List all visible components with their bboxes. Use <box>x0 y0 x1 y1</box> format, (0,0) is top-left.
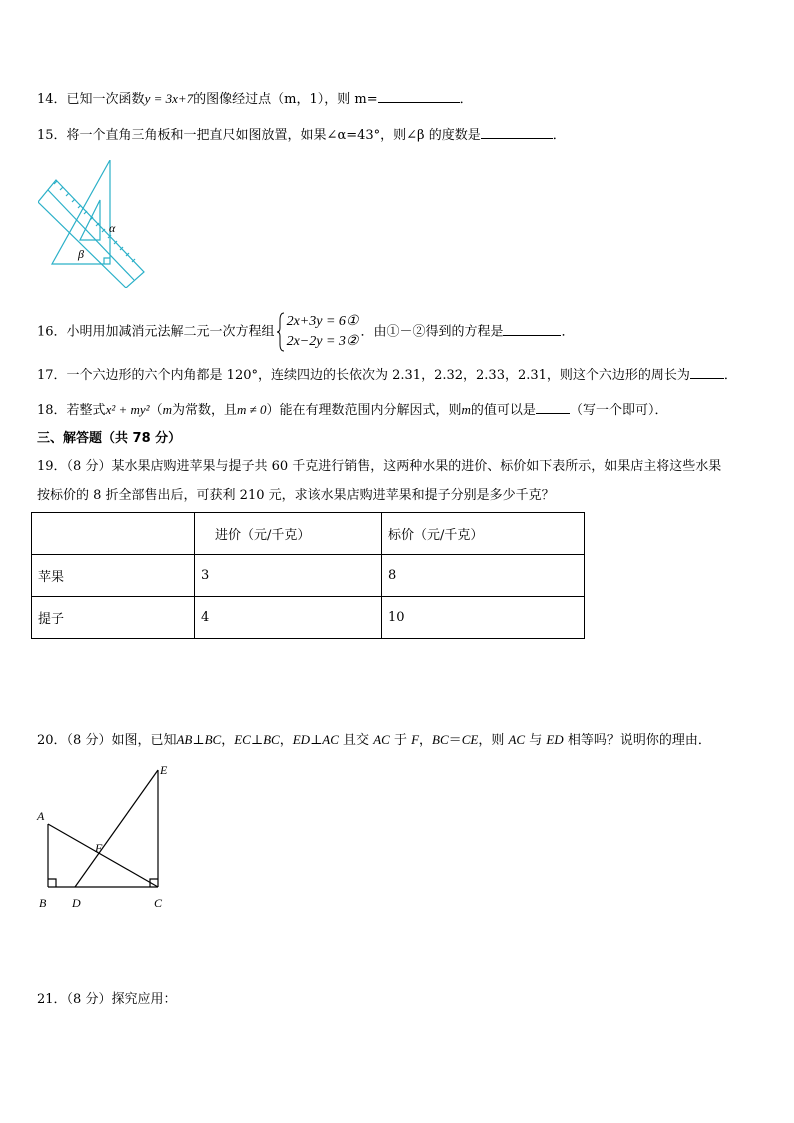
table-header-cell: 进价（元/千克） <box>195 513 382 555</box>
q18-text-b: （ <box>149 403 163 418</box>
q20-seg: AC <box>508 732 526 747</box>
q20-symbol: ⊥ <box>250 733 264 748</box>
table-cell: 提子 <box>32 597 195 639</box>
q16-text-a: 小明用加减消元法解二元一次方程组 <box>66 324 275 340</box>
question-18 <box>37 399 667 420</box>
q18-text-d: ）能在有理数范围内分解因式，则 <box>266 403 462 418</box>
q15-answer-blank[interactable] <box>481 124 553 139</box>
q20-text: 与 <box>525 733 547 748</box>
q17-number: 17． <box>37 368 67 383</box>
q18-text-a: 若整式 <box>66 403 106 418</box>
table-header-cell: 标价（元/千克） <box>382 513 585 555</box>
q20-lead: 20．（8 分）如图，已知 <box>37 733 177 748</box>
segment-ac <box>48 824 158 887</box>
q20-tail: 相等吗？说明你的理由． <box>563 733 711 748</box>
q15-end: ． <box>552 128 566 143</box>
geometry-figure <box>30 760 180 915</box>
q14-formula: y = 3x+7 <box>144 91 194 106</box>
q14-text-a: 已知一次函数 <box>66 92 145 107</box>
equation-2: 2x−2y = 3② <box>286 334 359 349</box>
ruler-scale-line <box>48 190 134 280</box>
q14-number: 14． <box>37 92 67 107</box>
q18-text-f: （写一个即可）． <box>569 403 668 418</box>
q20-seg: ED <box>292 732 311 747</box>
q20-sep: ， <box>221 733 235 748</box>
q14-text-b: 的图像经过点（m，1），则 m= <box>193 92 378 107</box>
q16-number: 16． <box>37 324 67 340</box>
point-b-label: B <box>39 896 47 910</box>
q20-seg: CE <box>461 732 479 747</box>
q18-answer-blank[interactable] <box>536 399 570 414</box>
question-15 <box>37 124 566 145</box>
ruler-triangle-figure <box>38 160 146 288</box>
q20-sep: ， <box>419 733 433 748</box>
table-header-cell <box>32 513 195 555</box>
price-table <box>31 512 585 639</box>
q20-symbol: ⊥ <box>192 733 205 748</box>
q18-text-e: 的值可以是 <box>470 403 536 418</box>
question-17 <box>37 364 737 385</box>
q20-seg: ED <box>546 732 564 747</box>
q20-seg: BC <box>204 732 222 747</box>
q20-seg: AC <box>322 732 339 747</box>
point-a-label: A <box>37 809 45 823</box>
q16-answer-blank[interactable] <box>503 321 561 336</box>
table-header-row <box>32 513 585 555</box>
beta-label: β <box>78 247 84 261</box>
table-cell: 10 <box>382 597 585 639</box>
table-row <box>32 597 585 639</box>
question-14 <box>37 88 473 109</box>
section-3-heading: 三、解答题（共 78 分） <box>37 431 182 446</box>
q20-text: 且交 <box>338 733 374 748</box>
q20-sep: ， <box>279 733 293 748</box>
segment-de <box>75 770 158 887</box>
brace-icon <box>277 312 285 352</box>
q20-seg: BC <box>432 732 449 747</box>
q16-text-b: ．由①－②得到的方程是 <box>360 324 504 340</box>
table-cell: 苹果 <box>32 555 195 597</box>
q20-text: ，则 <box>478 733 509 748</box>
q18-formula: x² + my² <box>105 402 150 417</box>
alpha-label: α <box>109 221 116 235</box>
q17-text: 一个六边形的六个内角都是 120°，连续四边的长依次为 2.31，2.32，2.33，2.31，则这个六边形的周长为 <box>66 368 690 383</box>
q18-m1: m <box>162 402 172 417</box>
q19-line-1: 19．（8 分）某水果店购进苹果与提子共 60 千克进行销售，这两种水果的进价、标价如下表所示，如果店主将这些水果 <box>37 459 722 474</box>
question-16 <box>37 312 574 352</box>
question-21: 21．（8 分）探究应用： <box>37 992 177 1007</box>
q18-m2: m <box>461 402 471 417</box>
triangle-right-angle-mark <box>104 258 110 264</box>
q20-point: F <box>411 732 420 747</box>
equation-system <box>277 312 359 352</box>
q20-symbol: ⊥ <box>310 733 323 748</box>
q17-end: ． <box>723 368 737 383</box>
point-e-label: E <box>160 763 168 777</box>
point-d-label: D <box>72 896 81 910</box>
q20-symbol: ＝ <box>448 733 462 748</box>
q20-seg: AB <box>176 732 193 747</box>
table-row <box>32 555 585 597</box>
q14-answer-blank[interactable] <box>378 88 460 103</box>
q15-text: 将一个直角三角板和一把直尺如图放置，如果∠α=43°，则∠β 的度数是 <box>66 128 481 143</box>
right-angle-mark-b <box>48 879 56 887</box>
q16-end: ． <box>561 324 575 340</box>
q20-seg: BC <box>263 732 280 747</box>
q18-text-c: 为常数，且 <box>171 403 237 418</box>
q15-number: 15． <box>37 128 67 143</box>
point-c-label: C <box>154 896 163 910</box>
table-cell: 3 <box>195 555 382 597</box>
q19-line-2: 按标价的 8 折全部售出后，可获利 210 元，求该水果店购进苹果和提子分别是多少千克？ <box>37 488 555 503</box>
equation-1: 2x+3y = 6① <box>286 314 359 329</box>
q14-end: ． <box>459 92 473 107</box>
q20-seg: EC <box>234 732 251 747</box>
q18-condition: m ≠ 0 <box>236 402 267 417</box>
point-f-label: F <box>95 841 103 855</box>
q17-answer-blank[interactable] <box>690 364 724 379</box>
q20-seg: AC <box>373 732 390 747</box>
table-cell: 8 <box>382 555 585 597</box>
question-20 <box>37 731 711 750</box>
table-cell: 4 <box>195 597 382 639</box>
q20-text: 于 <box>389 733 412 748</box>
q18-number: 18． <box>37 403 67 418</box>
